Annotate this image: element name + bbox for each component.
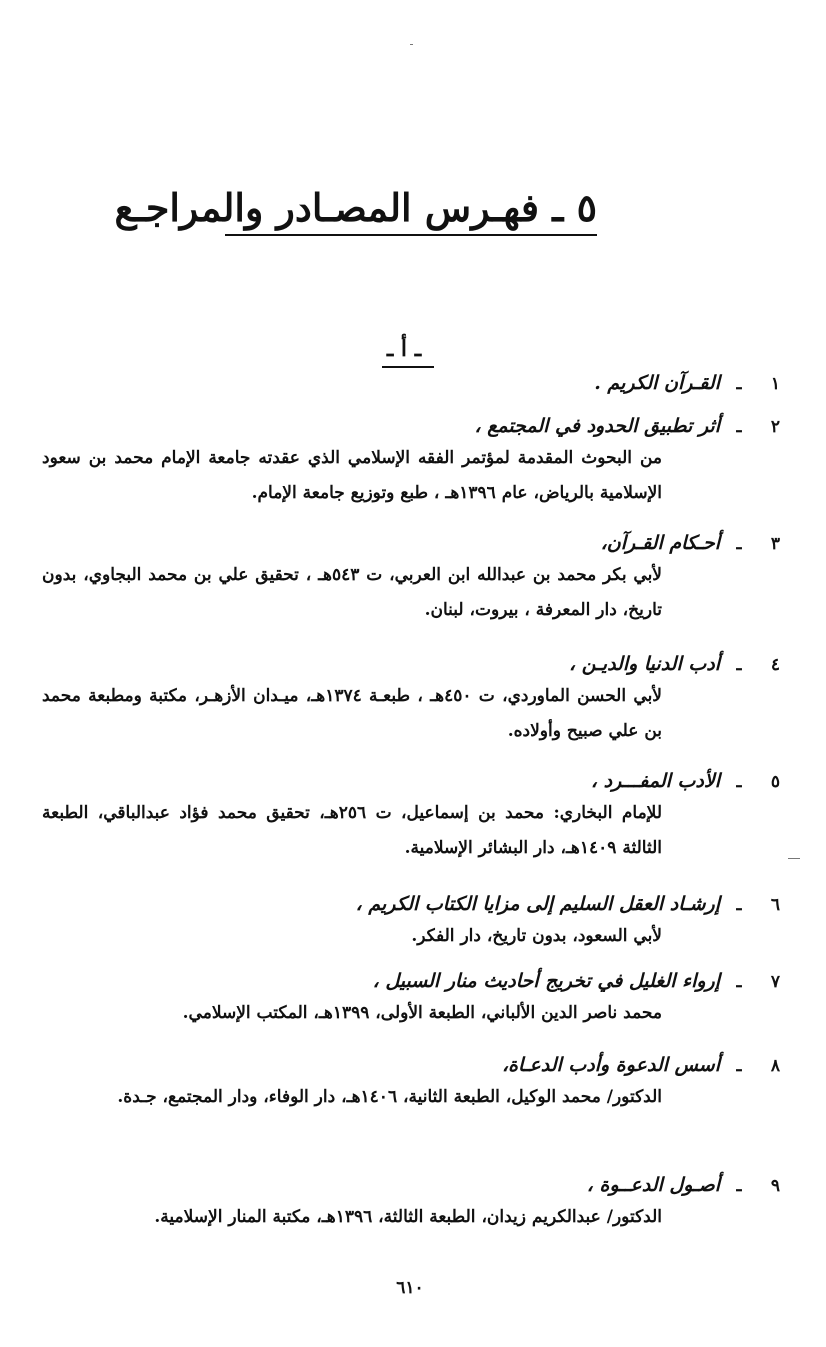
entry-title: أدب الدنيا والديـن ، (569, 653, 720, 675)
entry-dash: ـ (736, 972, 742, 992)
entry-body: للإمام البخاري: محمد بن إسماعيل، ت ٢٥٦هـ، تحقيق محمد فؤاد عبدالباقي، الطبعة الثالثة ١٤٠٩هـ، دار البشائر الإسلامية. (42, 803, 662, 858)
entry-body: لأبي بكر محمد بن عبدالله ابن العربي، ت ٥٤٣هـ ، تحقيق علي بن محمد البجاوي، بدون تاريخ، دار المعرفة ، بيروت، لبنان. (42, 565, 662, 620)
entry (42, 970, 780, 1031)
entry-dash: ـ (736, 534, 742, 554)
entry-title: إرواء الغليل في تخريج أحاديث منار السبيل ، (372, 970, 720, 992)
entry-head (42, 893, 780, 915)
entry (42, 893, 780, 954)
entry-dash: ـ (736, 1176, 742, 1196)
entry-dash: ـ (736, 1056, 742, 1076)
entry-dash: ـ (736, 895, 742, 915)
entry-dash: ـ (736, 772, 742, 792)
entry-head (42, 970, 780, 992)
entry-number: ٨ (770, 1056, 780, 1076)
entry (42, 1054, 780, 1115)
entry-body: محمد ناصر الدين الألباني، الطبعة الأولى، ١٣٩٩هـ، المكتب الإسلامي. (182, 1003, 662, 1023)
entry-head (594, 372, 780, 394)
scan-mark (788, 858, 800, 859)
entry (42, 770, 780, 866)
entry-dash: ـ (736, 374, 742, 394)
entry-number: ٤ (770, 655, 780, 675)
entry-number: ٧ (770, 972, 780, 992)
section-letter: ـ أ ـ (386, 336, 422, 362)
section-underline (382, 366, 434, 368)
entry (42, 1174, 780, 1235)
entry-number: ١ (770, 374, 780, 394)
entry-title: الأدب المفـــرد ، (590, 770, 720, 792)
title-underline (225, 234, 597, 236)
page-number: ٦١٠ (396, 1278, 424, 1298)
entry-title: أثر تطبيق الحدود في المجتمع ، (474, 415, 720, 437)
entry (42, 532, 780, 628)
entry-dash: ـ (736, 655, 742, 675)
entry-body: لأبي السعود، بدون تاريخ، دار الفكر. (411, 926, 662, 946)
entry-title: أصـول الدعــوة ، (586, 1174, 720, 1196)
title-block (114, 178, 597, 238)
entry-head (42, 1054, 780, 1076)
entry-number: ٣ (770, 534, 780, 554)
entry-head (42, 532, 780, 554)
entry-number: ٥ (770, 772, 780, 792)
page-title: ٥ ـ فهـرس المصـادر والمراجـع (114, 185, 597, 230)
entry-dash: ـ (736, 417, 742, 437)
scan-mark (410, 44, 413, 45)
entry (42, 653, 780, 749)
entry-title: أحـكام القـرآن، (600, 532, 720, 554)
entry-head (42, 415, 780, 437)
entry-head (42, 653, 780, 675)
entry-number: ٩ (770, 1176, 780, 1196)
entry-body: الدكتور/ محمد الوكيل، الطبعة الثانية، ١٤٠٦هـ، دار الوفاء، ودار المجتمع، جـدة. (117, 1087, 662, 1107)
entry-title: إرشـاد العقل السليم إلى مزايا الكتاب الكريم ، (355, 893, 720, 915)
entry-body: من البحوث المقدمة لمؤتمر الفقه الإسلامي الذي عقدته جامعة الإمام محمد بن سعود الإسلامية بالرياض، عام ١٣٩٦هـ ، طبع وتوزيع جامعة الإمام. (42, 448, 662, 503)
entry-title: أسس الدعوة وأدب الدعـاة، (501, 1054, 720, 1076)
entry-head (42, 770, 780, 792)
entry-number: ٦ (770, 895, 780, 915)
entry (594, 372, 780, 394)
entry-body: الدكتور/ عبدالكريم زيدان، الطبعة الثالثة، ١٣٩٦هـ، مكتبة المنار الإسلامية. (154, 1207, 662, 1227)
entry (42, 415, 780, 511)
entry-number: ٢ (770, 417, 780, 437)
entry-head (42, 1174, 780, 1196)
entry-body: لأبي الحسن الماوردي، ت ٤٥٠هـ ، طبعـة ١٣٧٤هـ، ميـدان الأزهـر، مكتبة ومطبعة محمد بن علي صبيح وأولاده. (42, 686, 662, 741)
entry-title: القـرآن الكريم . (594, 372, 720, 394)
